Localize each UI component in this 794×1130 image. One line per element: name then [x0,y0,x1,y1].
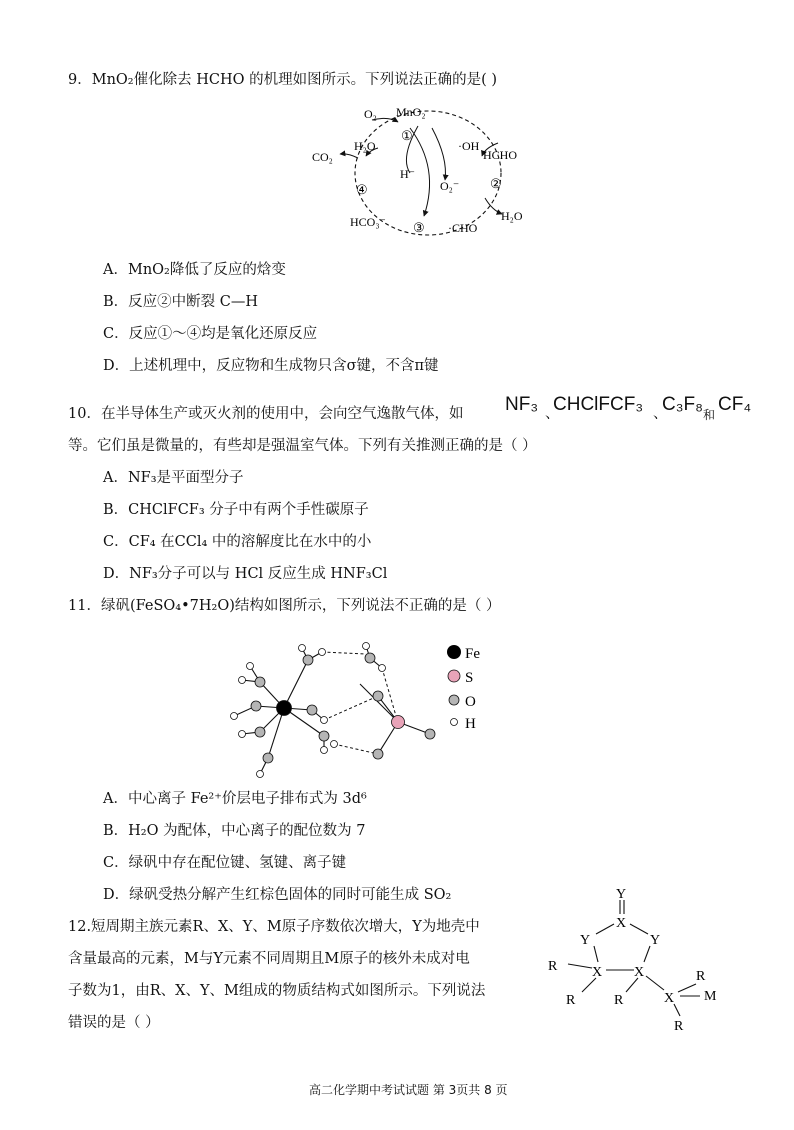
page-footer: 高二化学期中考试试题 第 3页共 8 页 [309,1083,508,1097]
q12-line-3: 子数为1，由R、X、Y、M组成的物质结构式如图所示。下列说法 [68,983,486,999]
o2-minus-label: O₂⁻ [440,179,460,193]
legend-o-swatch [449,695,459,705]
co2-out-arrow [340,154,358,158]
legend-h-swatch [451,719,458,726]
hco3-label: HCO₃⁻ [350,215,386,229]
legend-s: S [465,670,474,686]
x-left: X [592,965,603,980]
q9-option-a: A．MnO₂降低了反应的焓变 [103,262,286,278]
r-bottom-mid: R [614,993,624,1008]
r-right-top: R [696,969,706,984]
y-left: Y [580,933,591,948]
circle-1: ① [401,128,413,143]
q12-line-4: 错误的是（ ） [68,1015,160,1031]
q12-line-1: 12.短周期主族元素R、X、Y、M原子序数依次增大，Y为地壳中 [68,919,480,935]
q10-c3f8: C₃F₈ [662,394,703,415]
q10-sep3: 和 [703,408,716,422]
x-right: X [634,965,645,980]
r-bottom-left: R [566,993,576,1008]
legend-o: O [465,694,476,710]
legend-h: H [465,716,476,732]
q10-option-b: B．CHClFCF₃ 分子中有两个手性碳原子 [103,502,369,518]
s-atom [392,716,405,729]
q11-option-b: B．H₂O 为配体，中心离子的配位数为 7 [103,823,366,839]
q10-cf4: CF₄ [718,394,752,415]
q10-chclfcf3: CHClFCF₃ [553,394,644,415]
q10-stem-part1: 10．在半导体生产或灭火剂的使用中，会向空气逸散气体，如 [68,406,464,422]
legend-s-swatch [448,670,460,682]
hcho-label: HCHO [483,148,518,162]
legend-fe: Fe [465,646,480,662]
oh-radical-label: ·OH [458,139,480,153]
q11-structure-diagram [220,636,500,786]
co2-label: CO₂ [312,150,333,164]
q9-mechanism-diagram [300,98,550,248]
mno2-label: MnO₂ [396,105,426,119]
h-minus-label: H⁻ [400,167,415,181]
q10-sep1: 、 [545,406,560,422]
m-atom: M [704,989,717,1004]
q10-option-c: C．CF₄ 在CCl₄ 中的溶解度比在水中的小 [103,534,372,550]
q9-option-d: D．上述机理中，反应物和生成物只含σ键，不含π键 [103,358,439,374]
q10-option-a: A．NF₃是平面型分子 [103,470,244,486]
circle-3: ③ [413,220,425,235]
q11-option-a: A．中心离子 Fe²⁺价层电子排布式为 3d⁶ [103,791,367,807]
x-top: X [616,916,627,931]
q10-sep2: 、 [653,406,668,422]
o2-label: O₂ [364,107,377,121]
y-right: Y [650,933,661,948]
q9-stem: 9．MnO₂催化除去 HCHO 的机理如图所示。下列说法正确的是( ) [68,72,498,88]
q9-option-b: B．反应②中断裂 C—H [103,294,259,310]
q10-stem-part2: 等。它们虽是微量的，有些却是强温室气体。下列有关推测正确的是（ ） [68,438,537,454]
h2o-top-label: H₂O [354,139,376,153]
mno2-to-o2-arrow [432,128,445,180]
r-far-bottom: R [674,1019,684,1034]
q11-stem: 11．绿矾(FeSO₄•7H₂O)结构如图所示，下列说法不正确的是（ ） [68,598,501,614]
fe-atom [277,701,292,716]
circle-2: ② [490,176,502,191]
q12-line-2: 含量最高的元素，M与Y元素不同周期且M原子的核外未成对电 [68,951,470,967]
q9-option-c: C．反应①～④均是氧化还原反应 [103,326,318,342]
r-left: R [548,959,558,974]
circle-4: ④ [356,182,368,197]
q11-option-c: C．绿矾中存在配位键、氢键、离子键 [103,855,347,871]
h2o-right-label: H₂O [501,209,523,223]
q11-option-d: D．绿矾受热分解产生红棕色固体的同时可能生成 SO₂ [103,887,452,903]
q10-nf3: NF₃ [505,394,539,415]
q12-structure-diagram [540,880,740,1035]
q10-option-d: D．NF₃分子可以与 HCl 反应生成 HNF₃Cl [103,566,388,582]
legend-fe-swatch [447,645,461,659]
y-top: Y [616,887,627,902]
cho-radical-label: ·CHO [448,221,478,235]
x-far: X [664,991,675,1006]
